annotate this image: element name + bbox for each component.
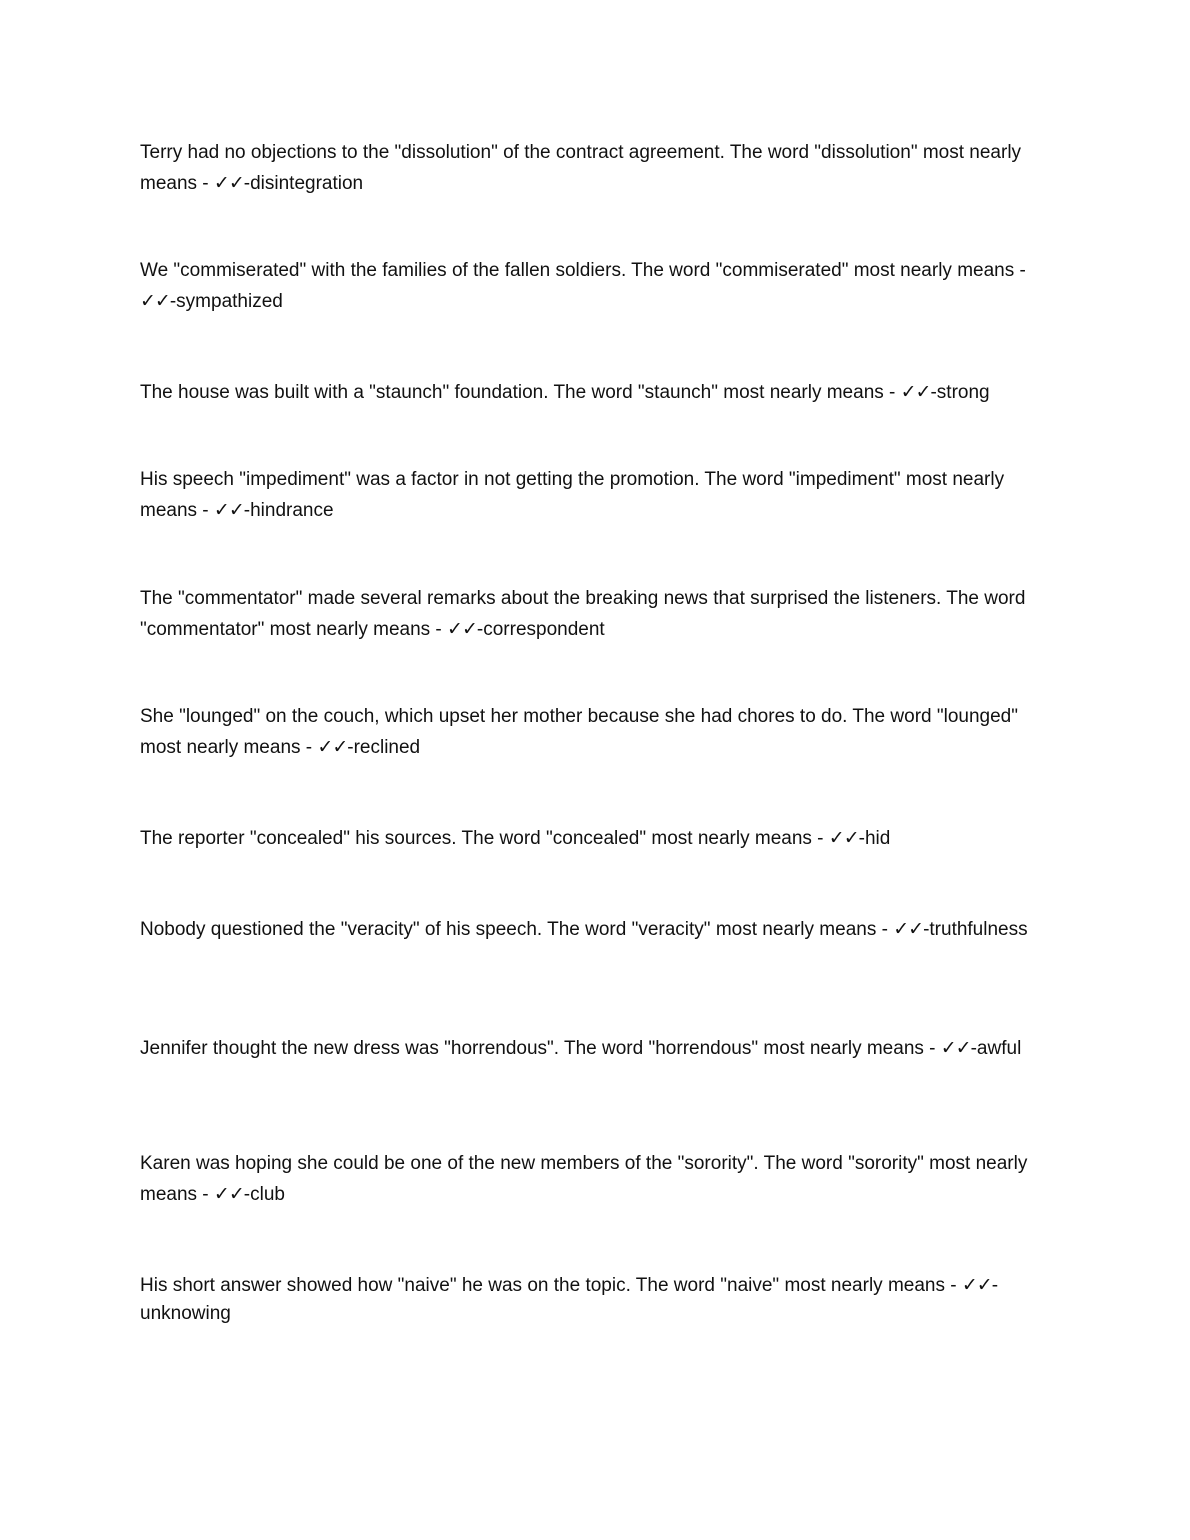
qa-item-impediment [140, 465, 1055, 526]
answer-text: -awful [970, 1038, 1022, 1059]
answer-text: -unknowing [140, 1275, 999, 1324]
answer-text: -disintegration [243, 173, 364, 194]
answer-text: -sympathized [169, 291, 283, 312]
question-text: The house was built with a "staunch" foundation. The word "staunch" most nearly means - [140, 382, 901, 403]
answer-text: -hindrance [243, 500, 334, 521]
answer-text: -club [243, 1184, 285, 1205]
double-check-icon: ✓✓ [961, 1274, 992, 1296]
answer-text: -correspondent [476, 619, 605, 640]
qa-item-sorority [140, 1149, 1055, 1210]
question-text: His speech "impediment" was a factor in not getting the promotion. The word "impediment" most nearly means - [140, 469, 1005, 521]
qa-item-dissolution [140, 138, 1055, 199]
qa-item-commiserated [140, 256, 1055, 317]
double-check-icon: ✓✓ [893, 918, 924, 940]
question-text: Terry had no objections to the "dissolution" of the contract agreement. The word "dissolution" most nearly means - [140, 142, 1022, 194]
double-check-icon: ✓✓ [140, 290, 170, 312]
answer-text: -truthfulness [923, 919, 1028, 940]
question-text: The "commentator" made several remarks about the breaking news that surprised the listeners. The word "commentator" most nearly means - [140, 588, 1026, 640]
question-text: Jennifer thought the new dress was "horrendous". The word "horrendous" most nearly means - [140, 1038, 941, 1059]
question-text: She "lounged" on the couch, which upset her mother because she had chores to do. The word "lounged" most nearly means - [140, 706, 1018, 758]
qa-item-commentator [140, 584, 1055, 645]
question-text: We "commiserated" with the families of the fallen soldiers. The word "commiserated" most nearly means - [140, 260, 1026, 281]
question-text: His short answer showed how "naive" he was on the topic. The word "naive" most nearly means - [140, 1275, 962, 1296]
qa-item-lounged [140, 702, 1055, 763]
question-text: The reporter "concealed" his sources. The word "concealed" most nearly means - [140, 828, 829, 849]
qa-item-staunch [140, 377, 1055, 408]
double-check-icon: ✓✓ [213, 1183, 244, 1205]
double-check-icon: ✓✓ [900, 381, 931, 403]
question-text: Nobody questioned the "veracity" of his speech. The word "veracity" most nearly means - [140, 919, 894, 940]
double-check-icon: ✓✓ [213, 499, 244, 521]
answer-text: -hid [858, 828, 891, 849]
double-check-icon: ✓✓ [317, 736, 348, 758]
double-check-icon: ✓✓ [828, 827, 859, 849]
double-check-icon: ✓✓ [213, 172, 244, 194]
qa-item-concealed [140, 823, 1055, 854]
qa-item-naive [140, 1271, 1055, 1328]
qa-item-horrendous [140, 1034, 1055, 1063]
answer-text: -reclined [347, 737, 421, 758]
double-check-icon: ✓✓ [940, 1037, 971, 1059]
double-check-icon: ✓✓ [447, 618, 477, 640]
question-text: Karen was hoping she could be one of the new members of the "sorority". The word "sorority" most nearly means - [140, 1153, 1028, 1205]
answer-text: -strong [930, 382, 990, 403]
qa-item-veracity [140, 915, 1055, 944]
